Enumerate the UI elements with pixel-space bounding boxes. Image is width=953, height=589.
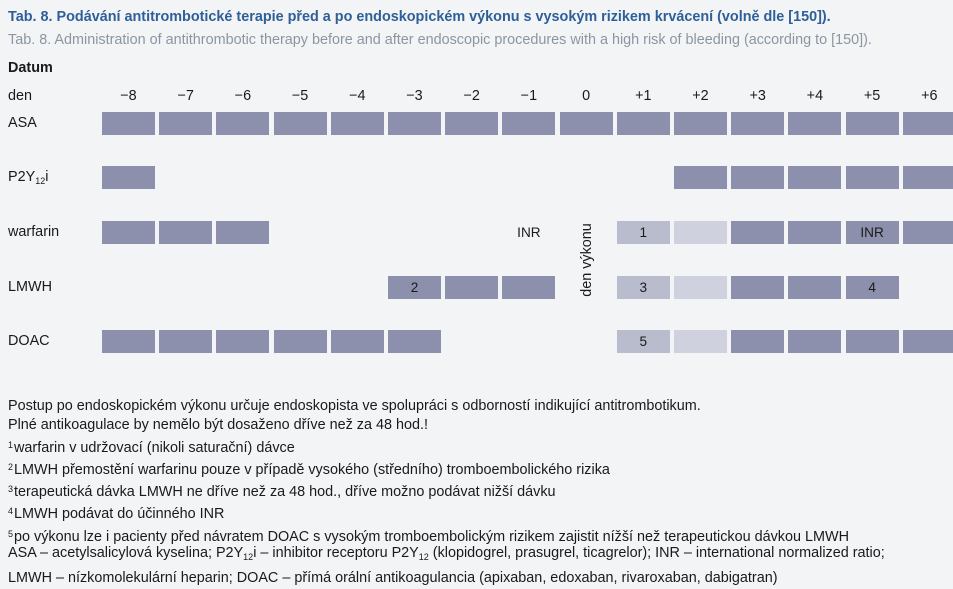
grid-cell: [788, 276, 841, 299]
grid-cell: [159, 112, 212, 135]
grid-cell: [788, 112, 841, 135]
note-line-1: Postup po endoskopickém výkonu určuje endoskopista ve spolupráci s odborností indikující antitrombotikum.: [8, 398, 701, 414]
grid-cell: [674, 330, 727, 353]
grid-cell: [617, 166, 670, 189]
row-label-doac: DOAC: [8, 333, 50, 349]
grid-cell: [159, 166, 212, 189]
day-number: +2: [692, 88, 709, 104]
grid-cell: [102, 112, 155, 135]
grid-cell: [846, 166, 899, 189]
grid-cell: [502, 112, 555, 135]
footnote-1: $^1$warfarin v udržovací (nikoli saturační) dávce: [8, 439, 295, 456]
grid-cell: [274, 166, 327, 189]
day-number: −6: [234, 88, 252, 104]
grid-cell: [388, 112, 441, 135]
footnote-2: $^2$LMWH přemostění warfarinu pouze v případě vysokého (středního) tromboembolického rizika: [8, 461, 610, 478]
footnote-5: $^5$po výkonu lze i pacienty před návratem DOAC s vysokým tromboembolickým rizikem zajistit nížší než terapeutickou dávkou LMWH: [8, 528, 849, 545]
grid-cell: [445, 276, 498, 299]
grid-cell: [502, 276, 555, 299]
grid-cell: [617, 112, 670, 135]
grid-cell: [216, 330, 269, 353]
grid-cell: [216, 112, 269, 135]
abbreviations-line-2: LMWH – nízkomolekulární heparin; DOAC – přímá orální antikoagulancia (apixaban, edoxaban, rivaroxaban, dabigatran): [8, 570, 778, 586]
grid-cell: [331, 166, 384, 189]
grid-cell: [388, 330, 441, 353]
abbreviations-block: [8, 543, 885, 589]
grid-cell: [445, 221, 498, 244]
grid-cell: [331, 330, 384, 353]
grid-cell: [274, 330, 327, 353]
grid-cell: [274, 221, 327, 244]
day-number: +5: [863, 88, 881, 104]
grid-cell: [502, 330, 555, 353]
day-number: +4: [806, 88, 824, 104]
grid-cell: [331, 276, 384, 299]
title-en: Tab. 8. Administration of antithrombotic therapy before and after endoscopic procedures with a high risk of bleeding (according to [150]).: [8, 32, 872, 48]
day-number: +1: [635, 88, 652, 104]
day-number: −1: [520, 88, 538, 104]
row-label-lmwh: LMWH: [8, 279, 52, 295]
grid-cell: [674, 112, 727, 135]
grid-cell: [560, 166, 613, 189]
day-number: 0: [582, 88, 591, 104]
grid-cell: [102, 330, 155, 353]
grid-cell: [731, 112, 784, 135]
grid-cell: [674, 221, 727, 244]
header-datum: Datum: [8, 60, 53, 76]
grid-cell: [159, 221, 212, 244]
grid-cell: [731, 330, 784, 353]
notes-block: [8, 397, 849, 547]
grid-cell: 1: [617, 221, 670, 244]
grid-cell: [903, 276, 953, 299]
grid-cell: [846, 330, 899, 353]
grid-cell: INR: [517, 225, 541, 240]
grid-cell: [788, 221, 841, 244]
grid-cell: [216, 166, 269, 189]
day-number: −7: [177, 88, 194, 104]
day-number: −3: [406, 88, 423, 104]
grid-cell: [788, 166, 841, 189]
grid-cell: [274, 112, 327, 135]
grid-cell: [903, 112, 953, 135]
grid-cell: 3: [617, 276, 670, 299]
note-line-2: Plné antikoagulace by nemělo být dosaženo dříve než za 48 hod.!: [8, 417, 429, 434]
grid-cell: [731, 221, 784, 244]
grid-cell: [560, 112, 613, 135]
grid-cell: [216, 276, 269, 299]
grid-cell: [731, 166, 784, 189]
grid-cell: [846, 112, 899, 135]
grid-cell: 4: [846, 276, 899, 299]
row-label-asa: ASA: [8, 115, 37, 131]
grid-cell: INR: [846, 221, 899, 244]
day-number: −4: [349, 88, 366, 104]
grid-cell: [674, 166, 727, 189]
grid-cell: [903, 166, 953, 189]
grid-cell: [502, 166, 555, 189]
day-number: −5: [291, 88, 309, 104]
grid-cell: [445, 112, 498, 135]
grid-cell: [102, 221, 155, 244]
grid-cell: [159, 330, 212, 353]
grid-cell: 5: [617, 330, 670, 353]
grid-cell: [445, 166, 498, 189]
title-cz: Tab. 8. Podávání antitrombotické terapie před a po endoskopickém výkonu s vysokým rizikem krvácení (volně dle [150]).: [8, 9, 831, 25]
grid-cell: 2: [388, 276, 441, 299]
day-number: −2: [463, 88, 480, 104]
footnote-3: $^3$terapeutická dávka LMWH ne dříve než za 48 hod., dříve možno podávat nižší dávku: [8, 484, 556, 501]
grid-cell: [788, 330, 841, 353]
header-den: den: [8, 88, 33, 104]
grid-cell: [903, 221, 953, 244]
grid-cell: [331, 221, 384, 244]
procedure-day-label: den výkonu: [579, 223, 596, 297]
row-label-p2y12i: $P2Y_{12}i$: [8, 169, 49, 186]
grid-cell: [216, 221, 269, 244]
day-number: +6: [921, 88, 938, 104]
grid-cell: [159, 276, 212, 299]
row-label-warfarin: warfarin: [8, 224, 60, 240]
grid-cell: [274, 276, 327, 299]
grid-cell: [388, 166, 441, 189]
grid-cell: [445, 330, 498, 353]
abbreviations-line-1: ASA – acetylsalicylová kyselina; $P2Y_{12}i$ – inhibitor receptoru $P2Y_{12}$ (klopidogrel, prasugrel, ticagrelor); INR – international normalized ratio;: [8, 545, 885, 562]
grid-cell: [388, 221, 441, 244]
grid-cell: [331, 112, 384, 135]
day-number: +3: [749, 88, 766, 104]
grid-cell: [102, 166, 155, 189]
day-number: −8: [120, 88, 137, 104]
grid-cell: [903, 330, 953, 353]
grid-cell: [674, 276, 727, 299]
grid-cell: [560, 330, 613, 353]
grid-cell: [102, 276, 155, 299]
footnote-4: $^4$LMWH podávat do účinného INR: [8, 506, 225, 523]
grid-cell: [731, 276, 784, 299]
